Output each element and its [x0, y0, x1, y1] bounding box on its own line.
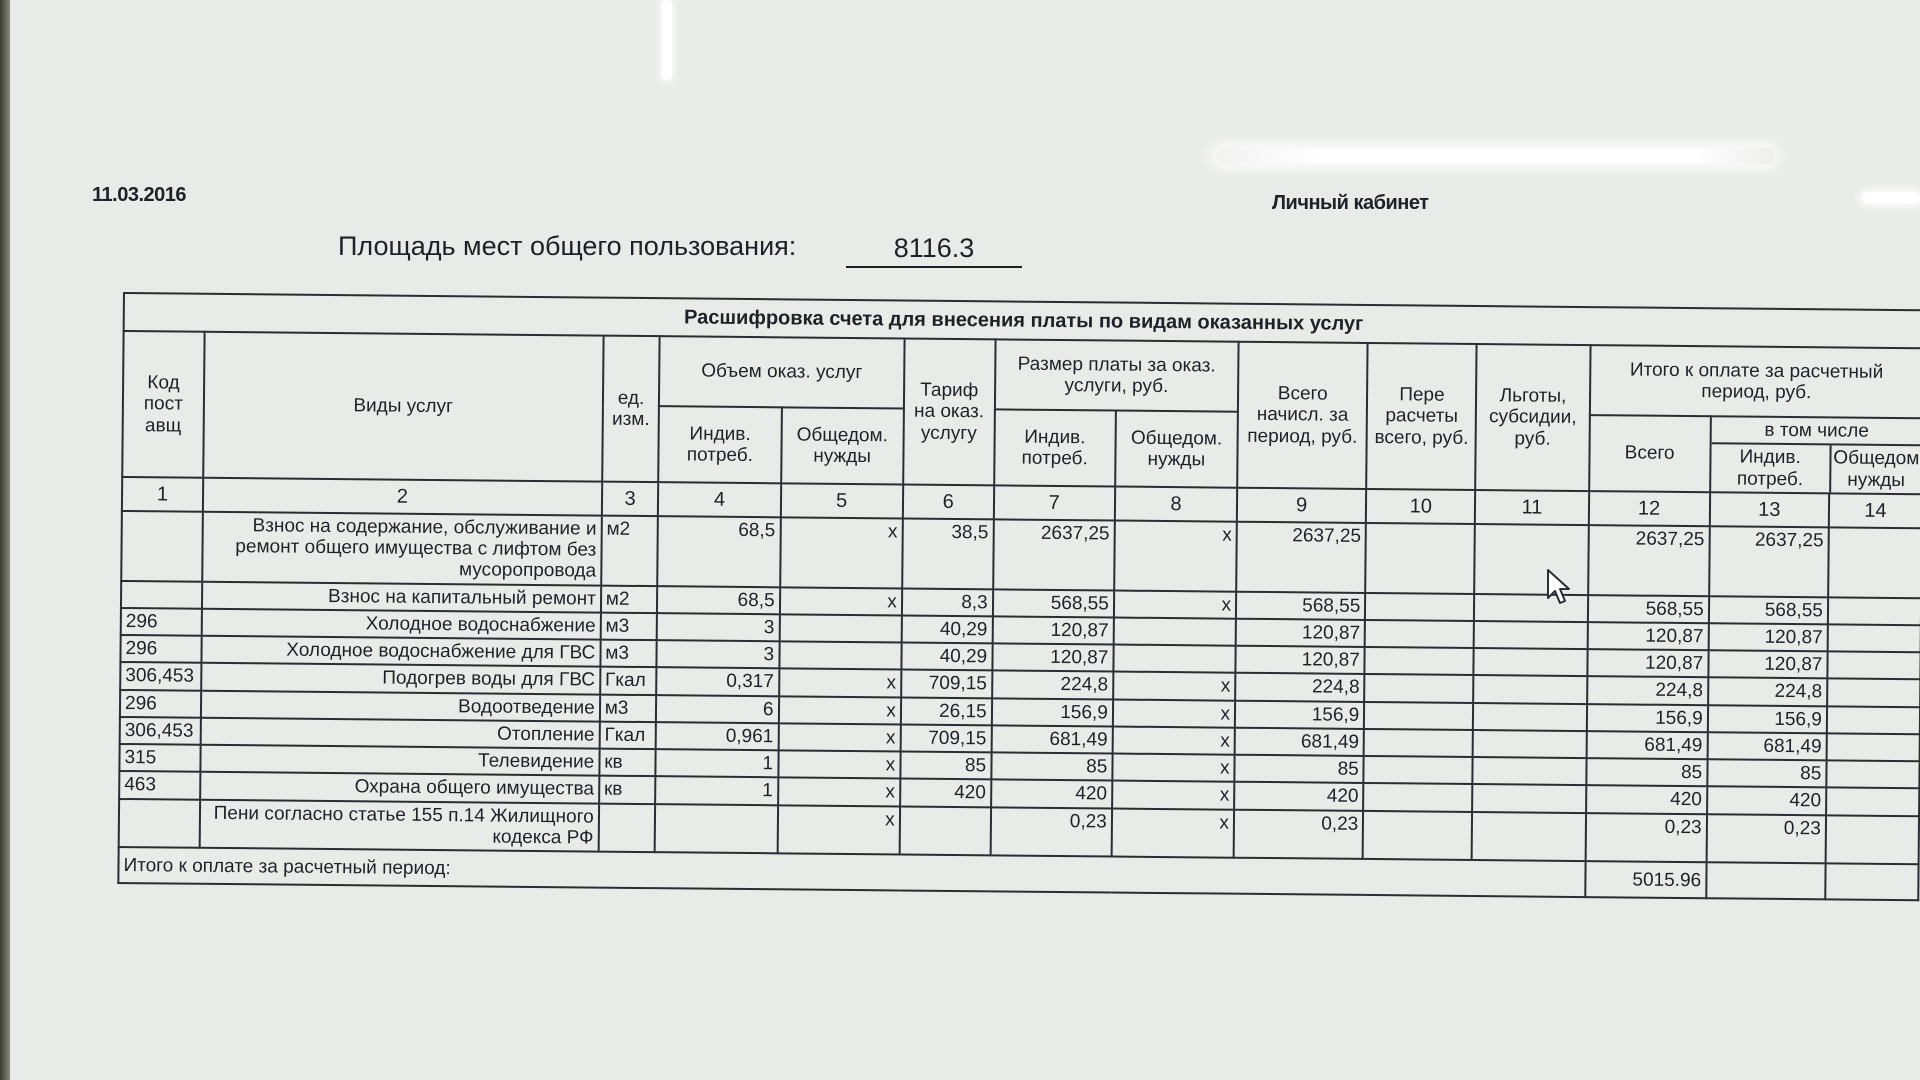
cell-service: Телевидение [200, 745, 599, 776]
cell-code: 296 [120, 635, 201, 663]
cell-code [119, 799, 200, 848]
cell-tariff: 40,29 [901, 643, 992, 671]
cell-charged: 420 [1234, 782, 1364, 811]
header-total-split [1710, 416, 1920, 494]
cell-charged: 85 [1234, 755, 1364, 784]
cell-volume-ind: 0,317 [656, 668, 778, 696]
cell-service: Холодное водоснабжение [201, 609, 600, 640]
cell-volume-ind: 1 [656, 749, 778, 777]
document-date: 11.03.2016 [92, 184, 186, 206]
cell-payment-common: x [1112, 781, 1234, 809]
cell-recalc [1364, 729, 1473, 757]
cell-charged: 568,55 [1236, 591, 1366, 620]
cell-payment-ind: 568,55 [993, 589, 1114, 617]
cell-volume-common: x [778, 778, 900, 806]
cell-total: 156,9 [1586, 704, 1707, 732]
cell-payment-common: x [1113, 699, 1235, 727]
cell-total-common [1827, 652, 1920, 680]
cell-total-ind: 85 [1707, 759, 1826, 787]
cell-recalc [1364, 756, 1473, 784]
header-volume: Объем оказ. услуг [659, 336, 904, 408]
cell-payment-ind: 156,9 [992, 698, 1113, 726]
cell-benefits [1473, 730, 1586, 758]
cell-total-common [1827, 706, 1920, 734]
cell-service: Отопление [200, 718, 599, 749]
cell-charged: 120,87 [1235, 646, 1365, 675]
cell-benefits [1474, 621, 1587, 649]
services-table [117, 292, 1920, 902]
cell-charged: 120,87 [1236, 619, 1366, 648]
header-volume-common: Общедом. нужды [781, 407, 904, 484]
cell-total-ind: 420 [1707, 787, 1826, 815]
cell-volume-common [779, 614, 901, 642]
cell-tariff [899, 806, 990, 855]
cell-payment-ind: 120,87 [992, 643, 1113, 671]
footer-label: Итого к оплате за расчетный период: [118, 847, 1585, 897]
cell-unit: м3 [600, 694, 657, 722]
cell-payment-common: x [1114, 590, 1236, 618]
cell-benefits [1472, 784, 1585, 812]
cell-service: Охрана общего имущества [200, 772, 599, 803]
cell-volume-ind [655, 804, 778, 854]
column-number: 14 [1829, 493, 1920, 528]
header-service: Виды услуг [203, 332, 603, 482]
cell-volume-common: x [779, 669, 901, 697]
cell-benefits [1474, 648, 1587, 676]
cell-code: 463 [119, 771, 200, 799]
cell-tariff: 26,15 [901, 697, 992, 725]
cell-payment-ind: 85 [991, 753, 1112, 781]
cell-payment-common [1113, 645, 1235, 673]
cell-payment-common [1113, 617, 1235, 645]
common-area-value: 8116.3 [846, 233, 1022, 268]
cell-total-ind: 568,55 [1709, 596, 1828, 624]
cell-payment-common: x [1111, 808, 1234, 858]
cell-payment-common: x [1112, 726, 1234, 754]
cell-volume-ind: 68,5 [658, 516, 781, 587]
cell-recalc [1365, 593, 1474, 621]
cell-unit [598, 803, 655, 852]
cell-total-ind: 0,23 [1706, 814, 1826, 864]
cell-volume-common: x [778, 750, 900, 778]
header-total-ind: Индив. потреб. [1711, 445, 1831, 493]
cell-total-common [1828, 527, 1920, 598]
cell-service: Подогрев воды для ГВС [201, 663, 600, 694]
cell-code [121, 511, 202, 582]
cell-payment-ind: 0,23 [990, 807, 1112, 857]
cell-charged: 224,8 [1235, 673, 1365, 702]
footer-total-common [1825, 864, 1918, 901]
cell-unit: м2 [601, 585, 658, 613]
cell-recalc [1365, 620, 1474, 648]
column-number: 3 [602, 481, 659, 516]
screen-glare-vertical [662, 0, 672, 80]
cell-total: 120,87 [1587, 649, 1708, 677]
column-number: 12 [1588, 491, 1710, 526]
cell-recalc [1363, 783, 1472, 811]
cell-total-common [1827, 679, 1920, 707]
cell-charged: 681,49 [1235, 728, 1365, 757]
cell-charged: 0,23 [1234, 809, 1364, 859]
column-number: 1 [122, 477, 203, 512]
cell-volume-common: x [778, 696, 900, 724]
cell-volume-ind: 3 [657, 613, 779, 641]
cell-total-common [1828, 624, 1920, 652]
cell-volume-ind: 0,961 [656, 722, 778, 750]
column-number: 13 [1710, 492, 1829, 527]
cell-total-common [1825, 815, 1919, 864]
cell-payment-ind: 681,49 [991, 725, 1112, 753]
services-body [119, 511, 1920, 865]
cell-total: 85 [1586, 758, 1707, 786]
cell-unit: кв [599, 776, 656, 804]
cell-recalc [1363, 811, 1473, 861]
cell-benefits [1474, 675, 1587, 703]
column-number: 5 [780, 483, 903, 518]
cell-code: 315 [119, 744, 200, 772]
cell-recalc [1365, 523, 1475, 594]
cell-payment-ind: 420 [991, 780, 1112, 808]
header-including: в том числе [1711, 417, 1920, 446]
cell-service: Взнос на капитальный ремонт [202, 581, 601, 612]
header-payment-common: Общедом. нужды [1115, 411, 1238, 488]
cell-unit: Гкал [599, 722, 656, 750]
cell-volume-common: x [780, 517, 903, 588]
cell-benefits [1473, 757, 1586, 785]
cell-tariff: 709,15 [900, 724, 991, 752]
header-payment-ind: Индив. потреб. [994, 409, 1116, 486]
cell-payment-ind: 120,87 [992, 616, 1113, 644]
cell-recalc [1365, 647, 1474, 675]
invoice-sheet [117, 292, 1920, 901]
cell-total: 568,55 [1587, 595, 1708, 623]
cell-volume-ind: 68,5 [657, 586, 779, 614]
cell-tariff: 38,5 [902, 518, 994, 589]
cell-unit: м2 [601, 515, 658, 585]
header-benefits: Льготы, субсидии, руб. [1476, 344, 1591, 491]
cell-total: 224,8 [1587, 676, 1708, 704]
column-number: 8 [1115, 486, 1238, 521]
cell-service: Пени согласно статье 155 п.14 Жилищного кодекса РФ [199, 799, 598, 851]
cell-code: 306,453 [120, 717, 201, 745]
cell-unit: м3 [600, 612, 657, 640]
header-tariff: Тариф на оказ. услугу [903, 339, 995, 486]
cell-total: 681,49 [1586, 731, 1707, 759]
cell-total: 0,23 [1585, 813, 1707, 863]
cell-total-common [1828, 597, 1920, 625]
cell-volume-common: x [779, 587, 901, 615]
cell-payment-ind: 224,8 [992, 671, 1113, 699]
cell-service: Холодное водоснабжение для ГВС [201, 636, 600, 667]
footer-total-ind [1706, 862, 1826, 899]
cell-total-ind: 120,87 [1708, 650, 1827, 678]
cell-total-ind: 224,8 [1708, 678, 1827, 706]
cell-unit: кв [599, 749, 656, 777]
cell-volume-common: x [778, 723, 900, 751]
cell-volume-common [779, 641, 901, 669]
cell-code: 306,453 [120, 662, 201, 690]
cell-volume-ind: 1 [655, 777, 777, 805]
cell-volume-ind: 3 [657, 640, 779, 668]
cell-tariff: 40,29 [901, 615, 992, 643]
column-number: 4 [658, 482, 781, 517]
cell-total-ind: 681,49 [1707, 732, 1826, 760]
header-recalc: Пере расчеты всего, руб. [1366, 343, 1476, 490]
cell-total: 2637,25 [1588, 525, 1710, 596]
header-total-all: Всего [1589, 415, 1711, 492]
cell-benefits [1473, 703, 1586, 731]
cell-tariff: 420 [900, 779, 991, 807]
cell-payment-common: x [1112, 754, 1234, 782]
header-total-common: Общедом нужды [1833, 447, 1920, 491]
screen-glare-small [1862, 192, 1920, 204]
column-number: 2 [203, 478, 602, 516]
cell-volume-ind: 6 [656, 695, 778, 723]
cell-total-common [1826, 788, 1919, 816]
column-number: 10 [1366, 489, 1475, 524]
cell-total-common [1826, 733, 1919, 761]
cell-charged: 156,9 [1235, 700, 1365, 729]
column-number: 9 [1237, 488, 1367, 523]
cell-charged: 2637,25 [1236, 521, 1366, 592]
cell-code: 296 [121, 608, 202, 636]
column-number: 11 [1475, 490, 1588, 525]
cell-payment-common: x [1113, 672, 1235, 700]
footer-total: 5015.96 [1585, 861, 1707, 898]
table-caption: Расшифровка счета для внесения платы по видам оказанных услуг [124, 293, 1920, 348]
cell-tariff: 8,3 [902, 588, 993, 616]
column-number: 6 [903, 484, 994, 519]
cell-total-common [1826, 761, 1919, 789]
monitor-bezel [0, 0, 10, 1080]
header-code: Код пост авщ [122, 331, 204, 478]
cell-benefits [1472, 812, 1586, 862]
cell-service: Водоотведение [201, 690, 600, 721]
cell-code: 296 [120, 690, 201, 718]
cell-code [121, 581, 202, 609]
header-total-due: Итого к оплате за расчетный период, руб. [1589, 345, 1920, 418]
cell-unit: Гкал [600, 667, 657, 695]
cell-total-ind: 120,87 [1708, 623, 1827, 651]
cabinet-title: Личный кабинет [1272, 192, 1429, 214]
header-payment: Размер платы за оказ. услуги, руб. [995, 339, 1239, 411]
cell-payment-common: x [1114, 520, 1237, 591]
cell-unit: м3 [600, 640, 657, 668]
mouse-pointer-icon [1546, 568, 1572, 608]
screen-glare [1215, 148, 1775, 164]
cell-recalc [1364, 674, 1473, 702]
cell-tariff: 85 [900, 752, 991, 780]
common-area-label: Площадь мест общего пользования: [338, 231, 797, 261]
header-volume-ind: Индив. потреб. [659, 406, 782, 483]
header-charged: Всего начисл. за период, руб. [1237, 342, 1368, 489]
cell-tariff: 709,15 [901, 670, 992, 698]
cell-total-ind: 156,9 [1708, 705, 1827, 733]
cell-volume-common: x [777, 805, 900, 855]
cell-service: Взнос на содержание, обслуживание и ремонт общего имущества с лифтом без мусоропровода [202, 512, 602, 586]
cell-total-ind: 2637,25 [1709, 526, 1829, 597]
header-unit: ед. изм. [602, 336, 660, 482]
cell-recalc [1364, 702, 1473, 730]
cell-total: 420 [1586, 786, 1707, 814]
cell-total: 120,87 [1587, 622, 1708, 650]
column-number: 7 [993, 485, 1115, 520]
cell-payment-ind: 2637,25 [993, 519, 1115, 590]
